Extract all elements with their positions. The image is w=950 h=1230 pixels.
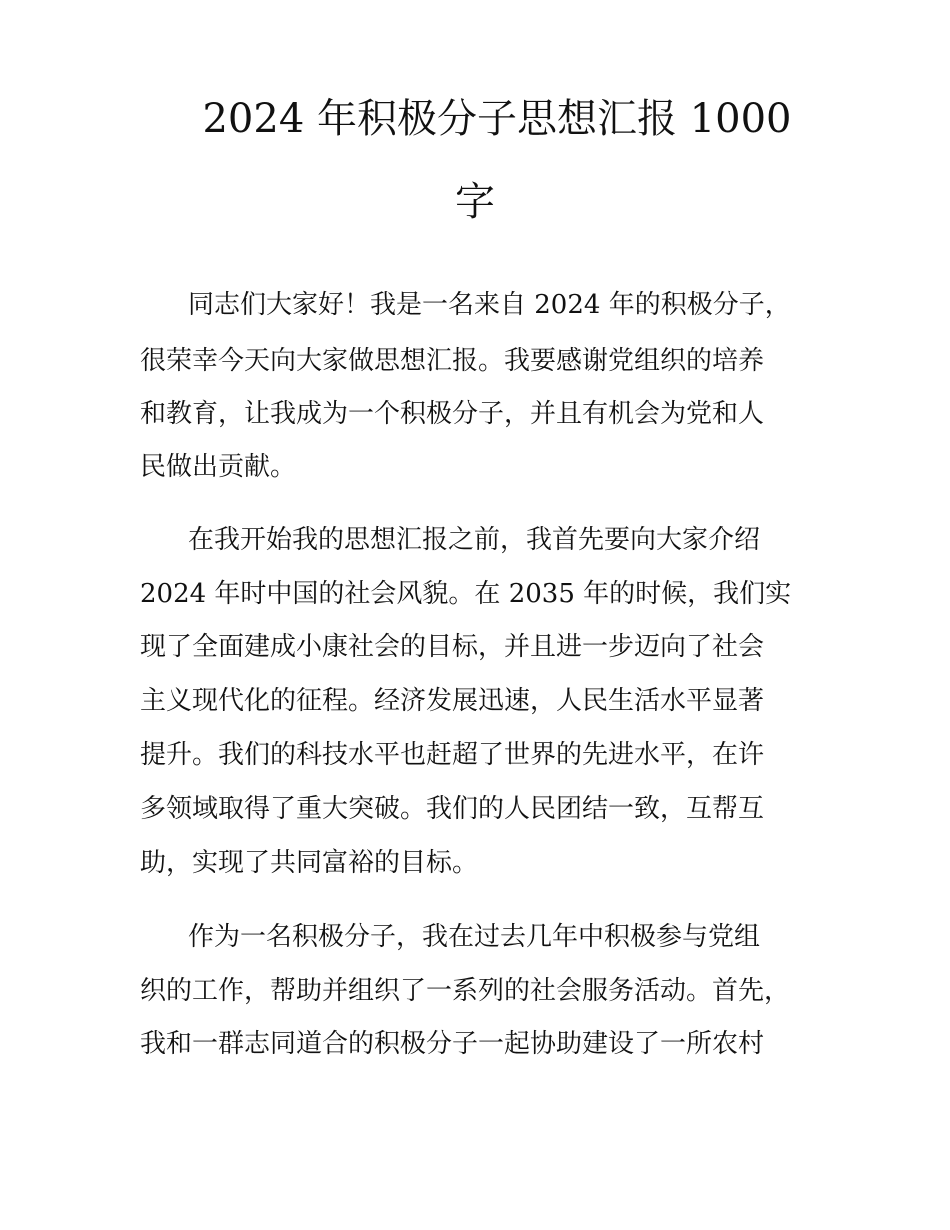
- document-title-line-2: 字: [455, 179, 495, 225]
- paragraph-2-line-1: 在我开始我的思想汇报之前，我首先要向大家介绍: [188, 525, 761, 555]
- paragraph-3-line-3: 我和一群志同道合的积极分子一起协助建设了一所农村: [140, 1029, 765, 1059]
- paragraph-3-line-1: 作为一名积极分子，我在过去几年中积极参与党组: [188, 922, 761, 952]
- paragraph-3-line-2: 织的工作，帮助并组织了一系列的社会服务活动。首先，: [140, 976, 791, 1006]
- document-title-line-1: 2024 年积极分子思想汇报 1000: [202, 96, 792, 142]
- paragraph-1-line-1: 同志们大家好！我是一名来自 2024 年的积极分子，: [188, 290, 791, 320]
- paragraph-1-line-2: 很荣幸今天向大家做思想汇报。我要感谢党组织的培养: [140, 346, 765, 376]
- paragraph-2-line-4: 主义现代化的征程。经济发展迅速，人民生活水平显著: [140, 686, 765, 716]
- paragraph-2-line-3: 现了全面建成小康社会的目标，并且进一步迈向了社会: [140, 632, 765, 662]
- paragraph-1-line-3: 和教育，让我成为一个积极分子，并且有机会为党和人: [140, 399, 765, 429]
- paragraph-2-line-7: 助，实现了共同富裕的目标。: [140, 848, 479, 878]
- paragraph-2-line-2: 2024 年时中国的社会风貌。在 2035 年的时候，我们实: [140, 579, 792, 609]
- paragraph-2-line-5: 提升。我们的科技水平也赶超了世界的先进水平，在许: [140, 740, 765, 770]
- paragraph-1-line-4: 民做出贡献。: [140, 452, 297, 482]
- paragraph-2-line-6: 多领域取得了重大突破。我们的人民团结一致，互帮互: [140, 794, 765, 824]
